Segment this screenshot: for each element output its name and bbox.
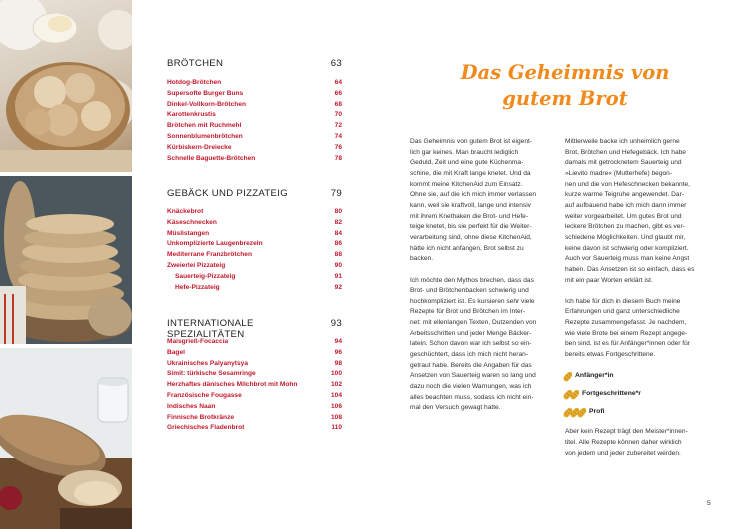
toc-entry-title: Sauerteig-Pizzateig [175,272,236,280]
toc-entry-page: 94 [334,338,342,345]
toc-section-heading [167,188,342,199]
toc-entry-page: 108 [330,413,342,421]
toc-entry [167,391,342,402]
text-line: bereits etwas Fortgeschrittene. [565,351,656,359]
toc-entry-title: Bagel [167,348,185,356]
wheat-icon [565,407,585,418]
toc-entry [167,413,342,424]
toc-entry-page: 96 [334,348,342,356]
text-line: keine davon ist schwierig oder kompliziert. [565,244,689,252]
toc-entry-title: Herzhaftes dänisches Milchbrot mit Mohn [167,381,298,389]
toc-entry-page: 76 [334,143,342,151]
toc-entry-page: 64 [334,79,342,86]
page-number: 5 [707,500,711,507]
text-line: haben. Das Ansetzen ist so einfach, dass es [565,265,695,273]
toc-entry [167,380,342,391]
text-line: mit ihrem Knethaken die Brot- und Hefe- [410,212,529,220]
toc-entry [167,229,342,240]
toc-entry [167,154,342,165]
toc-entry-page: 80 [334,208,342,215]
text-line: titel. Alle Rezepte können daher wirklich [565,439,682,447]
toc-entry [167,359,342,370]
toc-entry-page: 106 [330,402,342,410]
text-line: leckere Brötchen zu machen, gibt es ver- [565,223,685,231]
toc-entry-title: Sonnenblumenbrötchen [167,132,243,140]
toc-entry [167,272,342,283]
toc-entry-page: 98 [334,359,342,367]
toc-entry-title: Brötchen mit Ruchmehl [167,122,242,130]
toc-entry-page: 102 [330,381,342,389]
toc-section-page: 79 [330,188,342,199]
text-line: dazu noch die vielen Warnungen, was ich [410,383,532,391]
toc-entry-title: Indisches Naan [167,402,216,410]
toc-entry-page: 68 [334,100,342,108]
toc-entry-title: Hotdog-Brötchen [167,79,222,86]
toc-section-page: 93 [330,318,342,329]
toc-entry-page: 90 [334,261,342,269]
text-line: ben sind, ist es für Anfänger*innen oder für [565,340,690,348]
paragraph [565,427,705,459]
toc-entry [167,132,342,143]
text-line: Geduld, Zeit und eine gute Küchenma- [410,159,524,167]
text-line: verarbeitung sind, ohne diese KitchenAid, [410,233,532,241]
seeded-bread-photo [0,348,132,529]
toc-entry [167,121,342,132]
toc-entry [167,89,342,100]
toc-entry-page: 110 [331,424,342,432]
text-line: von jedem und jeder zubereitet werden. [565,449,681,457]
text-line: kommt meine KitchenAid zum Einsatz. [410,180,523,188]
text-line: lich gar keines. Man braucht lediglich [410,148,519,156]
text-line: nen und die von Hefeschnecken bekannte, [565,180,691,188]
toc-entry-page: 72 [334,122,342,130]
toc-entry-title: Zweierlei Pizzateig [167,261,226,269]
text-line: mal den Versuch gewagt hatte. [410,404,501,412]
text-line: »Lievito madre« (Mutterhefe) begon- [565,169,673,177]
toc-entry-title: Käseschnecken [167,218,217,226]
text-line: mit ein paar Worten erklärt ist. [565,276,653,284]
toc-entry-page: 84 [334,229,342,237]
paragraph [565,137,705,286]
toc-entry [167,402,342,413]
toc-entry-title: Knäckebrot [167,208,204,215]
toc-entry-title: Schnelle Baguette-Brötchen [167,154,256,162]
toc-entry [167,100,342,111]
toc-section-title: INTERNATIONALE SPEZIALITÄTEN [167,318,254,340]
text-line: Arbeitsschritten und jeder Menge Bäcker- [410,329,532,337]
text-line: hochkompliziert ist. Es kursieren sehr viele [410,297,535,305]
text-line: hätte ich nicht anfangen, Brot selbst zu [410,244,524,252]
text-line: teige knetet, bis sie perfekt für die Weiter- [410,223,532,231]
toc-entry-list [167,207,342,293]
toc-entry-page: 104 [330,391,342,399]
wheat-icon [565,389,578,400]
text-line: kurze warme Teigruhe angewendet. Dar- [565,191,684,199]
text-line: Ich möchte den Mythos brechen, dass das [410,276,534,284]
text-line: Ich habe für dich in diesem Buch meine [565,297,681,305]
page-title [445,60,685,112]
toc-entry-page: 92 [334,283,342,291]
toc-entry-page: 74 [334,132,342,140]
toc-entry [167,337,342,348]
text-line: Brot, Brötchen und Hefegebäck. Ich habe [565,148,686,156]
toc-entry-title: Karottenkrustis [167,111,216,119]
wheat-icon [565,371,571,382]
toc-entry-title: Ukrainisches Palyanytsya [167,359,249,367]
text-line: kann, weil sie kraftvoll, lange und intensiv [410,201,531,209]
text-line: getraut habe. Bereits die Angaben für das [410,361,532,369]
text-line: latein. Schon davon war ich selbst so ein- [410,340,532,348]
toc-entry-list [167,78,342,164]
page-title-line: Das Geheimnis von [460,61,670,84]
paragraph [565,297,705,361]
toc-entry [167,110,342,121]
paragraph [410,137,550,265]
toc-entry-title: Finnische Brotkränze [167,413,235,421]
bread-rolls-photo [0,0,132,172]
toc-entry-title: Supersofte Burger Buns [167,89,244,97]
toc-entry-title: Französische Fougasse [167,391,242,399]
text-line: Auch vor Sauerteig muss man keine Angst [565,255,690,263]
toc-entry-title: Unkomplizierte Laugenbrezeln [167,240,263,248]
text-line: alles beachten muss, sodass ich nicht ein- [410,393,534,401]
text-line: Ohne sie, auf die ich mich immer verlassen [410,191,537,199]
toc-entry [167,78,342,89]
toc-entry [167,207,342,218]
toc-entry-page: 91 [334,272,342,280]
toc-entry-page: 70 [334,111,342,119]
toc-entry-page: 66 [334,89,342,97]
toc-entry-page: 100 [330,370,342,378]
text-line: net: mit ellenlangen Texten, Dutzenden von [410,319,537,327]
toc-entry-title: Hefe-Pizzateig [175,283,220,291]
toc-section-heading [167,58,342,69]
toc-entry [167,239,342,250]
difficulty-label: Fortgeschrittene*r [582,390,641,398]
toc-entry-page: 82 [334,218,342,226]
text-line: wie viele Brote bei einem Rezept angege- [565,329,688,337]
toc-entry-title: Dinkel-Vollkorn-Brötchen [167,100,247,108]
difficulty-legend [565,367,705,421]
text-line: schine, die mit Kraft lange knetet. Und da [410,169,531,177]
text-line: Ansetzen von Sauerteig waren so lang und [410,372,536,380]
toc-entry-title: Müslistangen [167,229,210,237]
text-column-right [565,137,705,470]
flatbread-stack-photo [0,176,132,344]
toc-entry [167,143,342,154]
text-line: schiedene Möglichkeiten. Und glaubt mir, [565,233,686,241]
difficulty-level [565,403,705,421]
text-line: Erfahrungen und ganz unterschiedliche [565,308,680,316]
difficulty-level [565,367,705,385]
text-line: geschüchtert, dass ich mich nicht heran- [410,351,529,359]
toc-section-title: GEBÄCK UND PIZZATEIG [167,188,288,199]
difficulty-level [565,385,705,403]
toc-entry-title: Simit: türkische Sesamringe [167,370,256,378]
paragraph [410,276,550,415]
text-line: backen. [410,255,434,263]
toc-entry [167,369,342,380]
text-column-left [410,137,550,425]
toc-entry [167,283,342,294]
toc-entry-title: Kürbiskern-Dreiecke [167,143,232,151]
toc-entry [167,423,342,434]
toc-entry-page: 88 [334,251,342,259]
text-line: weiter vorgearbeitet. Um gutes Brot und [565,212,682,220]
toc-entry [167,250,342,261]
text-line: Brot- und Brötchenbacken schwierig und [410,287,529,295]
toc-entry [167,348,342,359]
toc-entry [167,261,342,272]
difficulty-label: Profi [589,408,605,416]
toc-entry [167,218,342,229]
page-title-line: gutem Brot [502,87,628,110]
text-line: Aber kein Rezept trägt den Meister*innen- [565,428,688,436]
difficulty-label: Anfänger*in [575,372,614,380]
text-line: Das Geheimnis von gutem Brot ist eigent- [410,138,533,145]
text-line: auf aufbauend habe ich mich dann immer [565,201,687,209]
text-line: damals mit getrocknetem Sauerteig und [565,159,682,167]
photo-strip [0,0,132,529]
toc-entry-title: Maisgrieß-Focaccia [167,338,229,345]
toc-section-title: BRÖTCHEN [167,58,224,69]
text-line: Rezepte zusammengefasst. Je nachdem, [565,319,687,327]
toc-entry-list [167,337,342,434]
toc-entry-page: 78 [334,154,342,162]
toc-entry-page: 86 [334,240,342,248]
toc-entry-title: Griechisches Fladenbrot [167,424,245,432]
toc-entry-title: Mediterrane Franzbrötchen [167,251,253,259]
text-line: Mittlerweile backe ich unheimlich gerne [565,138,680,145]
text-line: Rezepte für Brot und Brötchen im Inter- [410,308,526,316]
toc-section-page: 63 [330,58,342,69]
